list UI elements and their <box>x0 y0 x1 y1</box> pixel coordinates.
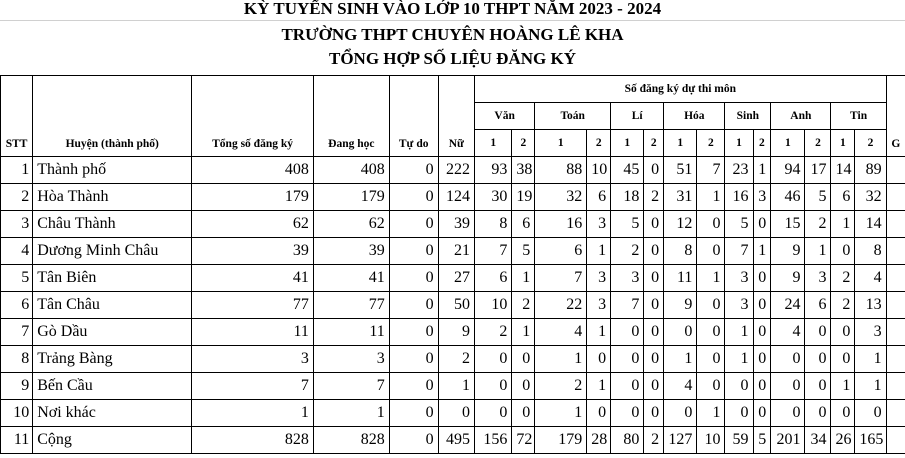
row-subject-count: 23 <box>725 157 753 184</box>
row-free: 0 <box>389 238 438 265</box>
col-cut: G <box>886 76 905 157</box>
row-subject-count: 2 <box>805 211 831 238</box>
row-subject-count: 0 <box>644 211 664 238</box>
row-subject-count: 0 <box>831 238 855 265</box>
choice-1: 1 <box>535 130 587 157</box>
row-district: Tân Châu <box>33 292 192 319</box>
row-subject-count: 0 <box>611 400 644 427</box>
row-subject-count: 1 <box>753 157 771 184</box>
row-female: 27 <box>438 265 474 292</box>
row-subject-count: 8 <box>855 238 886 265</box>
row-subject-count: 5 <box>725 211 753 238</box>
subject-toan: Toán <box>535 103 611 130</box>
row-subject-count: 0 <box>512 346 535 373</box>
row-subject-count: 165 <box>855 427 886 454</box>
row-studying: 3 <box>313 346 389 373</box>
row-subject-count: 30 <box>474 184 511 211</box>
row-subject-count: 4 <box>535 319 587 346</box>
row-subject-count: 8 <box>474 211 511 238</box>
report-title: TỔNG HỢP SỐ LIỆU ĐĂNG KÝ <box>328 49 576 68</box>
subject-tin: Tin <box>831 103 886 130</box>
choice-1: 1 <box>474 130 511 157</box>
row-subject-count: 2 <box>474 319 511 346</box>
row-total: 179 <box>192 184 314 211</box>
row-subject-count: 0 <box>831 319 855 346</box>
row-district: Cộng <box>33 427 192 454</box>
table-row <box>1 157 905 184</box>
row-studying: 62 <box>313 211 389 238</box>
table-row <box>1 319 905 346</box>
row-subject-count: 32 <box>855 184 886 211</box>
row-total: 3 <box>192 346 314 373</box>
row-subject-count: 201 <box>771 427 805 454</box>
row-subject-count: 94 <box>771 157 805 184</box>
row-subject-count: 18 <box>611 184 644 211</box>
row-subject-count: 1 <box>535 346 587 373</box>
row-subject-count: 0 <box>855 400 886 427</box>
row-subject-count: 6 <box>831 184 855 211</box>
choice-1: 1 <box>771 130 805 157</box>
row-subject-count: 0 <box>697 319 725 346</box>
row-free: 0 <box>389 373 438 400</box>
row-subject-count: 0 <box>644 373 664 400</box>
row-subject-count: 0 <box>587 346 611 373</box>
row-subject-count: 4 <box>855 265 886 292</box>
row-cut-cell <box>886 238 905 265</box>
row-district: Gò Dầu <box>33 319 192 346</box>
row-subject-count: 3 <box>753 184 771 211</box>
row-subject-count: 0 <box>611 346 644 373</box>
row-subject-count: 16 <box>725 184 753 211</box>
row-cut-cell <box>886 427 905 454</box>
row-studying: 77 <box>313 292 389 319</box>
table-row <box>1 238 905 265</box>
row-total: 39 <box>192 238 314 265</box>
row-subject-count: 0 <box>805 319 831 346</box>
row-subject-count: 88 <box>535 157 587 184</box>
row-subject-count: 0 <box>644 346 664 373</box>
col-total: Tổng số đăng ký <box>192 76 314 157</box>
row-subject-count: 0 <box>753 346 771 373</box>
row-total: 62 <box>192 211 314 238</box>
row-subject-count: 5 <box>753 427 771 454</box>
row-studying: 41 <box>313 265 389 292</box>
table-row <box>1 427 905 454</box>
row-cut-cell <box>886 319 905 346</box>
row-studying: 7 <box>313 373 389 400</box>
row-subject-count: 9 <box>664 292 697 319</box>
row-stt: 8 <box>1 346 33 373</box>
row-female: 0 <box>438 400 474 427</box>
row-subject-count: 0 <box>831 346 855 373</box>
school-name: TRƯỜNG THPT CHUYÊN HOÀNG LÊ KHA <box>281 25 624 44</box>
table-row <box>1 211 905 238</box>
row-subject-count: 0 <box>753 292 771 319</box>
row-subject-count: 28 <box>587 427 611 454</box>
row-subject-count: 0 <box>753 265 771 292</box>
row-subject-count: 1 <box>855 373 886 400</box>
col-district: Huyện (thành phố) <box>33 76 192 157</box>
choice-1: 1 <box>831 130 855 157</box>
row-stt: 5 <box>1 265 33 292</box>
row-stt: 10 <box>1 400 33 427</box>
row-subject-count: 5 <box>611 211 644 238</box>
table-row <box>1 184 905 211</box>
row-subject-count: 2 <box>644 184 664 211</box>
row-district: Châu Thành <box>33 211 192 238</box>
row-studying: 1 <box>313 400 389 427</box>
choice-1: 1 <box>611 130 644 157</box>
row-studying: 828 <box>313 427 389 454</box>
row-subject-count: 0 <box>805 400 831 427</box>
row-subject-count: 2 <box>535 373 587 400</box>
row-district: Thành phố <box>33 157 192 184</box>
row-subject-count: 1 <box>855 346 886 373</box>
row-subject-count: 80 <box>611 427 644 454</box>
row-subject-count: 3 <box>587 292 611 319</box>
row-subject-count: 9 <box>771 265 805 292</box>
choice-1: 1 <box>664 130 697 157</box>
row-district: Dương Minh Châu <box>33 238 192 265</box>
row-cut-cell <box>886 400 905 427</box>
choice-2: 2 <box>697 130 725 157</box>
row-subject-count: 17 <box>805 157 831 184</box>
row-subject-count: 1 <box>697 400 725 427</box>
row-subject-count: 1 <box>725 346 753 373</box>
row-subject-count: 0 <box>644 400 664 427</box>
row-subject-count: 0 <box>753 319 771 346</box>
choice-2: 2 <box>753 130 771 157</box>
row-subject-count: 10 <box>587 157 611 184</box>
row-subject-count: 1 <box>512 319 535 346</box>
row-stt: 2 <box>1 184 33 211</box>
row-district: Bến Cầu <box>33 373 192 400</box>
row-subject-count: 3 <box>725 292 753 319</box>
row-total: 7 <box>192 373 314 400</box>
row-subject-count: 0 <box>771 346 805 373</box>
choice-2: 2 <box>805 130 831 157</box>
row-subject-count: 45 <box>611 157 644 184</box>
row-female: 21 <box>438 238 474 265</box>
row-subject-count: 24 <box>771 292 805 319</box>
row-subject-count: 3 <box>725 265 753 292</box>
row-stt: 6 <box>1 292 33 319</box>
row-subject-count: 8 <box>664 238 697 265</box>
row-subject-count: 7 <box>725 238 753 265</box>
row-subject-count: 0 <box>474 346 511 373</box>
row-free: 0 <box>389 400 438 427</box>
table-row <box>1 373 905 400</box>
row-subject-count: 59 <box>725 427 753 454</box>
row-subject-count: 0 <box>474 400 511 427</box>
row-subject-count: 0 <box>474 373 511 400</box>
row-studying: 11 <box>313 319 389 346</box>
col-studying: Đang học <box>313 76 389 157</box>
row-free: 0 <box>389 427 438 454</box>
row-subject-count: 15 <box>771 211 805 238</box>
row-subject-count: 1 <box>805 238 831 265</box>
row-subject-count: 1 <box>831 211 855 238</box>
row-free: 0 <box>389 157 438 184</box>
row-subject-count: 34 <box>805 427 831 454</box>
row-total: 41 <box>192 265 314 292</box>
row-subject-count: 1 <box>535 400 587 427</box>
row-subject-count: 72 <box>512 427 535 454</box>
row-female: 9 <box>438 319 474 346</box>
row-subject-count: 179 <box>535 427 587 454</box>
row-stt: 1 <box>1 157 33 184</box>
row-subject-count: 0 <box>753 400 771 427</box>
row-subject-count: 4 <box>664 373 697 400</box>
row-subject-count: 7 <box>611 292 644 319</box>
row-cut-cell <box>886 184 905 211</box>
row-subject-count: 16 <box>535 211 587 238</box>
row-subject-count: 93 <box>474 157 511 184</box>
row-subject-count: 1 <box>587 238 611 265</box>
row-subject-count: 0 <box>587 400 611 427</box>
row-subject-count: 0 <box>512 373 535 400</box>
row-subject-count: 89 <box>855 157 886 184</box>
row-subject-count: 3 <box>587 211 611 238</box>
choice-2: 2 <box>644 130 664 157</box>
row-subject-count: 0 <box>644 265 664 292</box>
row-subject-count: 1 <box>831 373 855 400</box>
row-subject-count: 3 <box>855 319 886 346</box>
row-district: Nơi khác <box>33 400 192 427</box>
row-cut-cell <box>886 292 905 319</box>
row-subject-count: 6 <box>805 292 831 319</box>
col-female: Nữ <box>438 76 474 157</box>
row-subject-count: 51 <box>664 157 697 184</box>
row-subject-count: 2 <box>831 292 855 319</box>
row-total: 408 <box>192 157 314 184</box>
row-cut-cell <box>886 157 905 184</box>
row-subject-count: 0 <box>753 373 771 400</box>
row-subject-count: 26 <box>831 427 855 454</box>
row-subject-count: 0 <box>725 400 753 427</box>
row-subject-count: 0 <box>771 400 805 427</box>
choice-2: 2 <box>512 130 535 157</box>
row-subject-count: 5 <box>512 238 535 265</box>
row-subject-count: 9 <box>771 238 805 265</box>
row-subject-count: 0 <box>805 346 831 373</box>
row-subject-count: 1 <box>725 319 753 346</box>
row-subject-count: 0 <box>644 319 664 346</box>
subject-li: Lí <box>611 103 664 130</box>
row-subject-count: 5 <box>805 184 831 211</box>
row-female: 495 <box>438 427 474 454</box>
row-subject-count: 46 <box>771 184 805 211</box>
row-subject-count: 127 <box>664 427 697 454</box>
choice-2: 2 <box>587 130 611 157</box>
table-row <box>1 292 905 319</box>
choice-1: 1 <box>725 130 753 157</box>
row-subject-count: 0 <box>512 400 535 427</box>
row-female: 50 <box>438 292 474 319</box>
row-subject-count: 0 <box>753 211 771 238</box>
row-subject-count: 38 <box>512 157 535 184</box>
row-subject-count: 0 <box>644 238 664 265</box>
row-free: 0 <box>389 319 438 346</box>
row-stt: 11 <box>1 427 33 454</box>
row-subject-count: 7 <box>474 238 511 265</box>
row-female: 222 <box>438 157 474 184</box>
row-free: 0 <box>389 211 438 238</box>
row-subject-count: 0 <box>664 400 697 427</box>
row-subject-count: 0 <box>697 211 725 238</box>
registration-table <box>0 75 905 454</box>
row-subject-count: 4 <box>771 319 805 346</box>
col-stt: STT <box>1 76 33 157</box>
row-subject-count: 3 <box>587 265 611 292</box>
row-stt: 9 <box>1 373 33 400</box>
row-subject-count: 0 <box>611 319 644 346</box>
row-free: 0 <box>389 184 438 211</box>
row-subject-count: 0 <box>725 373 753 400</box>
row-subject-count: 3 <box>805 265 831 292</box>
row-studying: 39 <box>313 238 389 265</box>
row-district: Tân Biên <box>33 265 192 292</box>
row-subject-count: 0 <box>771 373 805 400</box>
row-subject-count: 6 <box>512 211 535 238</box>
row-subject-count: 1 <box>697 184 725 211</box>
subjects-group-header: Số đăng ký dự thi môn <box>474 76 886 103</box>
row-subject-count: 2 <box>644 427 664 454</box>
row-subject-count: 0 <box>664 319 697 346</box>
row-subject-count: 0 <box>611 373 644 400</box>
row-subject-count: 0 <box>697 373 725 400</box>
row-subject-count: 6 <box>587 184 611 211</box>
subject-anh: Anh <box>771 103 831 130</box>
row-subject-count: 3 <box>611 265 644 292</box>
col-free: Tự do <box>389 76 438 157</box>
row-stt: 7 <box>1 319 33 346</box>
row-cut-cell <box>886 373 905 400</box>
row-subject-count: 1 <box>664 346 697 373</box>
row-subject-count: 7 <box>535 265 587 292</box>
row-subject-count: 2 <box>611 238 644 265</box>
row-free: 0 <box>389 292 438 319</box>
row-subject-count: 0 <box>697 346 725 373</box>
row-subject-count: 6 <box>535 238 587 265</box>
row-subject-count: 32 <box>535 184 587 211</box>
row-female: 1 <box>438 373 474 400</box>
row-subject-count: 11 <box>664 265 697 292</box>
row-subject-count: 0 <box>805 373 831 400</box>
row-free: 0 <box>389 265 438 292</box>
row-subject-count: 156 <box>474 427 511 454</box>
row-subject-count: 22 <box>535 292 587 319</box>
row-subject-count: 7 <box>697 157 725 184</box>
row-cut-cell <box>886 346 905 373</box>
row-subject-count: 1 <box>697 265 725 292</box>
row-subject-count: 6 <box>474 265 511 292</box>
row-total: 77 <box>192 292 314 319</box>
choice-2: 2 <box>855 130 886 157</box>
row-stt: 4 <box>1 238 33 265</box>
row-subject-count: 1 <box>587 319 611 346</box>
row-subject-count: 0 <box>697 292 725 319</box>
row-subject-count: 19 <box>512 184 535 211</box>
row-subject-count: 14 <box>831 157 855 184</box>
row-subject-count: 10 <box>697 427 725 454</box>
row-cut-cell <box>886 211 905 238</box>
row-subject-count: 1 <box>753 238 771 265</box>
row-subject-count: 31 <box>664 184 697 211</box>
table-row <box>1 265 905 292</box>
row-female: 124 <box>438 184 474 211</box>
table-row <box>1 346 905 373</box>
row-cut-cell <box>886 265 905 292</box>
row-subject-count: 0 <box>697 238 725 265</box>
row-free: 0 <box>389 346 438 373</box>
row-studying: 408 <box>313 157 389 184</box>
row-subject-count: 2 <box>831 265 855 292</box>
table-body <box>1 157 905 454</box>
row-female: 39 <box>438 211 474 238</box>
subject-van: Văn <box>474 103 534 130</box>
row-subject-count: 2 <box>512 292 535 319</box>
row-district: Hòa Thành <box>33 184 192 211</box>
row-subject-count: 0 <box>644 292 664 319</box>
row-total: 828 <box>192 427 314 454</box>
row-subject-count: 10 <box>474 292 511 319</box>
row-studying: 179 <box>313 184 389 211</box>
table-row <box>1 400 905 427</box>
row-stt: 3 <box>1 211 33 238</box>
row-total: 1 <box>192 400 314 427</box>
row-subject-count: 0 <box>644 157 664 184</box>
row-subject-count: 13 <box>855 292 886 319</box>
row-subject-count: 12 <box>664 211 697 238</box>
exam-title: KỲ TUYỂN SINH VÀO LỚP 10 THPT NĂM 2023 - 2024 <box>243 0 662 18</box>
row-subject-count: 0 <box>831 400 855 427</box>
row-subject-count: 1 <box>512 265 535 292</box>
row-district: Trảng Bàng <box>33 346 192 373</box>
row-subject-count: 14 <box>855 211 886 238</box>
subject-hoa: Hóa <box>664 103 725 130</box>
subject-sinh: Sinh <box>725 103 771 130</box>
row-female: 2 <box>438 346 474 373</box>
row-subject-count: 1 <box>587 373 611 400</box>
row-total: 11 <box>192 319 314 346</box>
